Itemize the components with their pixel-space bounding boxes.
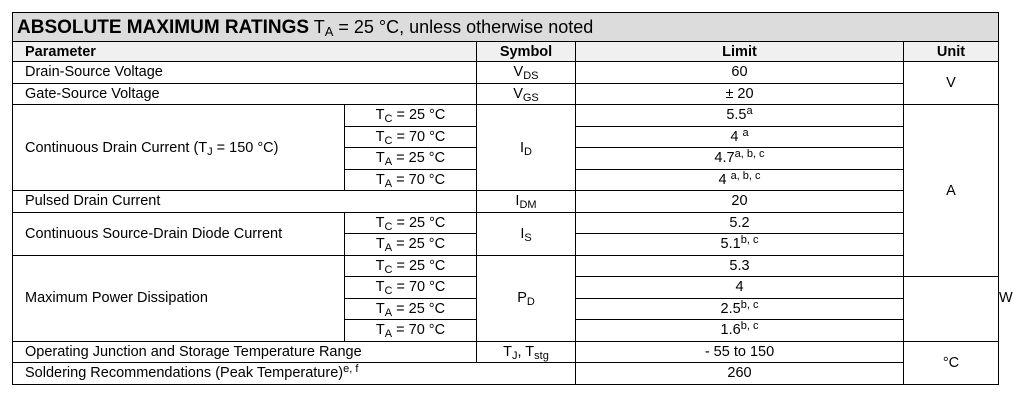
title-ta: T <box>313 16 325 37</box>
condition-cell: $T_C = 25$ °C <box>345 255 477 277</box>
header-limit: Limit <box>576 42 904 62</box>
limit-cell: 4.7$^{a, b, c}$ <box>576 148 904 170</box>
param-temp: Operating Junction and Storage Temperature Range <box>13 341 477 363</box>
symbol-idm: $I_{DM}$ <box>477 191 576 213</box>
limit-cell: 2.5$^{b, c}$ <box>576 298 904 320</box>
limit-cell: 5.5$^a$ <box>576 105 904 127</box>
condition-cell: $T_C = 25$ °C <box>345 105 477 127</box>
limit-cell: 4 $^a$ <box>576 126 904 148</box>
title-main: ABSOLUTE MAXIMUM RATINGS <box>17 16 310 38</box>
limit-idm: 20 <box>576 191 904 213</box>
condition-cell: $T_A = 70$ °C <box>345 320 477 342</box>
table-row <box>13 62 999 84</box>
symbol-id: $I_D$ <box>477 105 576 191</box>
table-row <box>13 191 999 213</box>
symbol-temp: $T_J$, $T_{stg}$ <box>477 341 576 363</box>
table-row: Maximum Power Dissipation $T_C = 25$ °C $P_D$ 5.3 W <box>13 255 999 277</box>
ratings-table-container <box>12 12 1013 385</box>
limit-cell: 1.6$^{b, c}$ <box>576 320 904 342</box>
param-idm: Pulsed Drain Current <box>13 191 477 213</box>
symbol-is: $I_S$ <box>477 212 576 255</box>
table-title <box>13 13 999 42</box>
condition-cell: $T_C = 70$ °C <box>345 277 477 299</box>
param-is: Continuous Source-Drain Diode Current <box>13 212 345 255</box>
limit-cell: 4 <box>576 277 904 299</box>
param-vgs: Gate-Source Voltage <box>13 83 477 105</box>
header-parameter: Parameter <box>13 42 477 62</box>
table-row <box>13 341 999 363</box>
condition-cell: $T_C = 25$ °C <box>345 212 477 234</box>
symbol-vds: $V_{DS}$ <box>477 62 576 84</box>
symbol-vgs: $V_{GS}$ <box>477 83 576 105</box>
header-symbol: Symbol <box>477 42 576 62</box>
param-pd: Maximum Power Dissipation <box>13 255 345 341</box>
title-rest: = 25 °C, unless otherwise noted <box>333 16 594 37</box>
condition-cell: $T_A = 70$ °C <box>345 169 477 191</box>
limit-cell: 5.2 <box>576 212 904 234</box>
limit-cell: 4 $^{a, b, c}$ <box>576 169 904 191</box>
param-vds: Drain-Source Voltage <box>13 62 477 84</box>
table-row <box>13 105 999 127</box>
limit-solder: 260 <box>576 363 904 385</box>
table-row <box>13 212 999 234</box>
header-unit: Unit <box>904 42 999 62</box>
limit-vgs: ± 20 <box>576 83 904 105</box>
condition-cell: $T_A = 25$ °C <box>345 148 477 170</box>
unit-v: V <box>904 62 999 105</box>
limit-cell: 5.3 <box>576 255 904 277</box>
unit-c: °C <box>904 341 999 384</box>
condition-cell: $T_A = 25$ °C <box>345 298 477 320</box>
limit-temp: - 55 to 150 <box>576 341 904 363</box>
title-ta-sub: A <box>324 23 334 39</box>
symbol-pd: $P_D$ <box>477 255 576 341</box>
limit-cell: 5.1$^{b, c}$ <box>576 234 904 256</box>
limit-vds: 60 <box>576 62 904 84</box>
unit-a: A <box>904 105 999 277</box>
absolute-maximum-ratings-table <box>12 12 1013 385</box>
condition-cell: $T_C = 70$ °C <box>345 126 477 148</box>
table-row <box>13 83 999 105</box>
param-solder: Soldering Recommendations (Peak Temperature)$^{e, f}$ <box>13 363 576 385</box>
table-row <box>13 363 999 385</box>
param-id: Continuous Drain Current ($T_J = 150$ °C) <box>13 105 345 191</box>
condition-cell: $T_A = 25$ °C <box>345 234 477 256</box>
